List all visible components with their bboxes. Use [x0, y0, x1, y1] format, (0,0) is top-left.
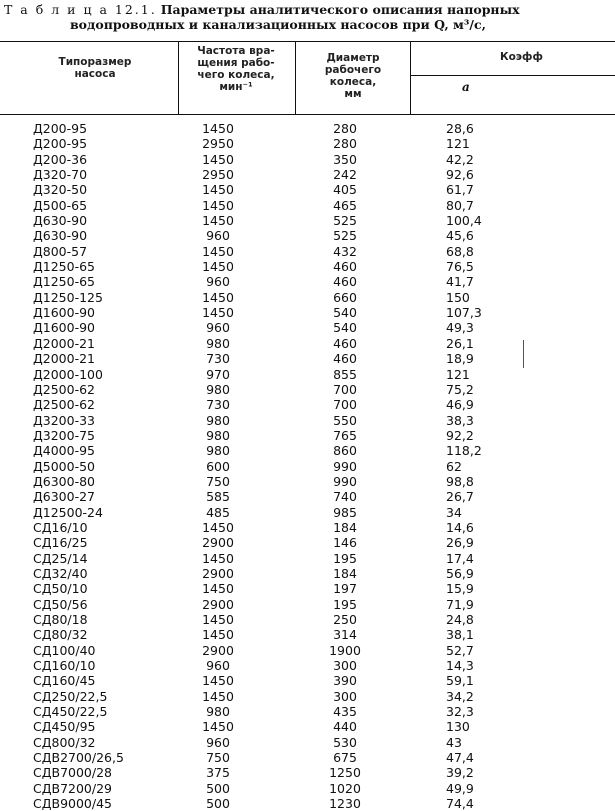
diameter-cell: 195 [333, 596, 357, 612]
frequency-cell: 960 [206, 320, 230, 336]
diameter-cell: 195 [333, 550, 357, 566]
coef-a-cell: 32,3 [446, 704, 474, 720]
table-row [0, 443, 615, 458]
diameter-cell: 300 [333, 688, 357, 704]
diameter-cell: 460 [333, 335, 357, 351]
coef-a-cell: 18,9 [446, 351, 474, 367]
coef-a-cell: 61,7 [446, 182, 474, 198]
pump-type-cell: Д1600-90 [33, 320, 95, 336]
coef-a-cell: 52,7 [446, 642, 474, 658]
pump-type-cell: СД16/10 [33, 519, 88, 535]
table-row [0, 781, 615, 796]
diameter-cell: 855 [333, 366, 357, 382]
pump-type-cell: СД25/14 [33, 550, 88, 566]
header-impeller-diameter: Диаметр рабочего колеса, мм [324, 52, 382, 100]
coef-a-cell: 62 [446, 458, 462, 474]
diameter-cell: 1230 [329, 796, 361, 811]
diameter-cell: 1900 [329, 642, 361, 658]
pump-type-cell: СД450/95 [33, 719, 96, 735]
pump-type-cell: Д630-90 [33, 228, 88, 244]
diameter-cell: 350 [333, 151, 357, 167]
table-row [0, 121, 615, 136]
header-coef-a: a [462, 80, 470, 94]
table-row [0, 167, 615, 182]
diameter-cell: 540 [333, 320, 357, 336]
frequency-cell: 960 [206, 228, 230, 244]
coef-a-cell: 76,5 [446, 259, 474, 275]
diameter-cell: 1250 [329, 765, 361, 781]
pump-type-cell: Д200-95 [33, 121, 88, 136]
frequency-cell: 1450 [202, 182, 234, 198]
coef-a-cell: 98,8 [446, 473, 474, 489]
frequency-cell: 730 [206, 397, 230, 413]
table-row [0, 689, 615, 704]
table-row [0, 397, 615, 412]
header-pump-type: Типоразмер насоса [58, 56, 132, 80]
coef-a-cell: 17,4 [446, 550, 474, 566]
pump-type-cell: Д2000-21 [33, 335, 95, 351]
coef-a-cell: 14,6 [446, 519, 474, 535]
pump-type-cell: Д2000-100 [33, 366, 103, 382]
pump-type-cell: Д2000-21 [33, 351, 95, 367]
column-divider [295, 42, 296, 114]
pump-type-cell: Д500-65 [33, 197, 88, 213]
table-row [0, 228, 615, 243]
table-row [0, 489, 615, 504]
frequency-cell: 730 [206, 351, 230, 367]
table-row [0, 750, 615, 765]
table-row [0, 152, 615, 167]
table-title [4, 2, 615, 32]
diameter-cell: 460 [333, 351, 357, 367]
coef-a-cell: 45,6 [446, 228, 474, 244]
frequency-cell: 1450 [202, 550, 234, 566]
frequency-cell: 1450 [202, 197, 234, 213]
frequency-cell: 2900 [202, 642, 234, 658]
pump-type-cell: СД80/18 [33, 612, 88, 627]
frequency-cell: 750 [206, 473, 230, 489]
column-divider [410, 42, 411, 114]
header-bottom-rule [0, 114, 615, 115]
pump-type-cell: Д6300-80 [33, 473, 95, 489]
frequency-cell: 980 [206, 443, 230, 459]
frequency-cell: 1450 [202, 581, 234, 597]
frequency-cell: 1450 [202, 627, 234, 643]
coef-a-cell: 41,7 [446, 274, 474, 290]
table-row [0, 551, 615, 566]
frequency-cell: 600 [206, 458, 230, 474]
frequency-cell: 1450 [202, 612, 234, 627]
coef-a-cell: 92,6 [446, 167, 474, 183]
diameter-cell: 530 [333, 734, 357, 750]
pump-type-cell: Д3200-33 [33, 412, 95, 428]
frequency-cell: 1450 [202, 259, 234, 275]
diameter-cell: 250 [333, 612, 357, 627]
frequency-cell: 1450 [202, 305, 234, 321]
pump-type-cell: Д630-90 [33, 213, 88, 229]
coef-a-cell: 42,2 [446, 151, 474, 167]
table-row [0, 136, 615, 151]
pump-type-cell: СД50/10 [33, 581, 88, 597]
coef-a-cell: 121 [446, 136, 470, 152]
coef-a-cell: 56,9 [446, 565, 474, 581]
frequency-cell: 1450 [202, 213, 234, 229]
coef-a-cell: 107,3 [446, 305, 482, 321]
pump-type-cell: Д1250-125 [33, 289, 103, 305]
pump-type-cell: Д4000-95 [33, 443, 95, 459]
coef-a-cell: 46,9 [446, 397, 474, 413]
table-row [0, 597, 615, 612]
diameter-cell: 432 [333, 243, 357, 259]
coef-a-cell: 24,8 [446, 612, 474, 627]
diameter-cell: 765 [333, 427, 357, 443]
table-top-rule [0, 41, 615, 42]
coef-a-cell: 92,2 [446, 427, 474, 443]
frequency-cell: 2900 [202, 535, 234, 551]
diameter-cell: 525 [333, 228, 357, 244]
diameter-cell: 740 [333, 489, 357, 505]
frequency-cell: 980 [206, 335, 230, 351]
column-divider [178, 42, 179, 114]
diameter-cell: 460 [333, 274, 357, 290]
table-row [0, 505, 615, 520]
table-row [0, 244, 615, 259]
pump-type-cell: СДВ7000/28 [33, 765, 112, 781]
pump-type-cell: СД80/32 [33, 627, 88, 643]
coef-a-cell: 28,6 [446, 121, 474, 136]
diameter-cell: 440 [333, 719, 357, 735]
frequency-cell: 980 [206, 381, 230, 397]
pump-type-cell: Д5000-50 [33, 458, 95, 474]
diameter-cell: 540 [333, 305, 357, 321]
pump-type-cell: СД450/22,5 [33, 704, 108, 720]
coef-a-cell: 47,4 [446, 750, 474, 766]
frequency-cell: 1450 [202, 519, 234, 535]
diameter-cell: 146 [333, 535, 357, 551]
frequency-cell: 500 [206, 780, 230, 796]
pump-type-cell: СДВ7200/29 [33, 780, 112, 796]
frequency-cell: 1450 [202, 719, 234, 735]
diameter-cell: 465 [333, 197, 357, 213]
pump-type-cell: СД160/45 [33, 673, 96, 689]
table-row [0, 305, 615, 320]
pump-type-cell: Д320-50 [33, 182, 88, 198]
coef-a-cell: 80,7 [446, 197, 474, 213]
pump-type-cell: Д1250-65 [33, 259, 95, 275]
frequency-cell: 500 [206, 796, 230, 811]
diameter-cell: 280 [333, 136, 357, 152]
table-caption-line2: водопроводных и канализационных насосов при Q, м³/с, [70, 17, 486, 32]
pump-type-cell: СД50/56 [33, 596, 88, 612]
diameter-cell: 1020 [329, 780, 361, 796]
frequency-cell: 980 [206, 427, 230, 443]
pump-type-cell: СД250/22,5 [33, 688, 108, 704]
table-row [0, 566, 615, 581]
frequency-cell: 1450 [202, 673, 234, 689]
frequency-cell: 970 [206, 366, 230, 382]
coef-a-cell: 59,1 [446, 673, 474, 689]
coef-a-cell: 38,3 [446, 412, 474, 428]
table-row [0, 765, 615, 780]
pump-type-cell: СД160/10 [33, 658, 96, 674]
header-rotation-frequency: Частота вра- щения рабо- чего колеса, мин⁻¹ [197, 45, 275, 93]
table-row [0, 198, 615, 213]
table-row [0, 182, 615, 197]
table-row [0, 581, 615, 596]
diameter-cell: 675 [333, 750, 357, 766]
frequency-cell: 2950 [202, 167, 234, 183]
table-row [0, 213, 615, 228]
diameter-cell: 197 [333, 581, 357, 597]
table-row [0, 413, 615, 428]
coef-a-cell: 43 [446, 734, 462, 750]
pump-type-cell: СДВ2700/26,5 [33, 750, 124, 766]
table-body [0, 121, 615, 811]
pump-type-cell: Д200-36 [33, 151, 88, 167]
coef-a-cell: 49,3 [446, 320, 474, 336]
diameter-cell: 184 [333, 565, 357, 581]
table-row [0, 274, 615, 289]
coef-a-cell: 71,9 [446, 596, 474, 612]
pump-type-cell: СД16/25 [33, 535, 88, 551]
table-row [0, 382, 615, 397]
frequency-cell: 750 [206, 750, 230, 766]
frequency-cell: 1450 [202, 243, 234, 259]
diameter-cell: 460 [333, 259, 357, 275]
diameter-cell: 860 [333, 443, 357, 459]
table-row [0, 735, 615, 750]
table-row [0, 336, 615, 351]
diameter-cell: 314 [333, 627, 357, 643]
pump-type-cell: СД100/40 [33, 642, 96, 658]
coef-a-cell: 130 [446, 719, 470, 735]
pump-type-cell: Д6300-27 [33, 489, 95, 505]
diameter-cell: 300 [333, 658, 357, 674]
frequency-cell: 1450 [202, 688, 234, 704]
table-row [0, 520, 615, 535]
diameter-cell: 990 [333, 458, 357, 474]
table-row [0, 459, 615, 474]
coef-a-cell: 39,2 [446, 765, 474, 781]
diameter-cell: 280 [333, 121, 357, 136]
frequency-cell: 485 [206, 504, 230, 520]
header-coefficients: Коэфф [500, 51, 543, 63]
coef-a-cell: 26,7 [446, 489, 474, 505]
table-number: Т а б л и ц а 12.1. [4, 2, 157, 17]
table-row [0, 474, 615, 489]
table-row [0, 320, 615, 335]
coef-a-cell: 49,9 [446, 780, 474, 796]
pump-type-cell: Д800-57 [33, 243, 88, 259]
frequency-cell: 2900 [202, 565, 234, 581]
coef-a-cell: 100,4 [446, 213, 482, 229]
diameter-cell: 700 [333, 397, 357, 413]
pump-type-cell: СД32/40 [33, 565, 88, 581]
pump-type-cell: Д12500-24 [33, 504, 103, 520]
table-row [0, 673, 615, 688]
frequency-cell: 960 [206, 734, 230, 750]
table-row [0, 259, 615, 274]
diameter-cell: 985 [333, 504, 357, 520]
frequency-cell: 1450 [202, 121, 234, 136]
pump-type-cell: Д2500-62 [33, 381, 95, 397]
pump-type-cell: Д200-95 [33, 136, 88, 152]
table-row [0, 627, 615, 642]
table-row [0, 428, 615, 443]
coef-a-cell: 38,1 [446, 627, 474, 643]
diameter-cell: 242 [333, 167, 357, 183]
diameter-cell: 390 [333, 673, 357, 689]
pump-type-cell: Д1600-90 [33, 305, 95, 321]
table-row [0, 351, 615, 366]
coef-a-cell: 26,1 [446, 335, 474, 351]
frequency-cell: 2950 [202, 136, 234, 152]
diameter-cell: 525 [333, 213, 357, 229]
pump-type-cell: СДВ9000/45 [33, 796, 112, 811]
table-row [0, 796, 615, 811]
coef-a-cell: 26,9 [446, 535, 474, 551]
table-caption-line1: Параметры аналитического описания напорных [160, 2, 520, 17]
coef-a-cell: 34,2 [446, 688, 474, 704]
table-row [0, 719, 615, 734]
coef-a-cell: 68,8 [446, 243, 474, 259]
table-row [0, 367, 615, 382]
pump-type-cell: Д320-70 [33, 167, 88, 183]
frequency-cell: 1450 [202, 151, 234, 167]
coef-a-cell: 118,2 [446, 443, 482, 459]
diameter-cell: 184 [333, 519, 357, 535]
frequency-cell: 585 [206, 489, 230, 505]
pump-type-cell: Д1250-65 [33, 274, 95, 290]
frequency-cell: 960 [206, 274, 230, 290]
table-row [0, 658, 615, 673]
frequency-cell: 980 [206, 704, 230, 720]
coef-subheader-rule [410, 75, 615, 76]
table-row [0, 535, 615, 550]
table-row [0, 704, 615, 719]
diameter-cell: 990 [333, 473, 357, 489]
frequency-cell: 375 [206, 765, 230, 781]
frequency-cell: 2900 [202, 596, 234, 612]
coef-a-cell: 15,9 [446, 581, 474, 597]
frequency-cell: 980 [206, 412, 230, 428]
frequency-cell: 1450 [202, 289, 234, 305]
table-row [0, 290, 615, 305]
coef-a-cell: 14,3 [446, 658, 474, 674]
table-row [0, 612, 615, 627]
coef-a-cell: 75,2 [446, 381, 474, 397]
diameter-cell: 550 [333, 412, 357, 428]
diameter-cell: 435 [333, 704, 357, 720]
table-row [0, 643, 615, 658]
pump-type-cell: Д2500-62 [33, 397, 95, 413]
coef-a-cell: 150 [446, 289, 470, 305]
coef-a-cell: 121 [446, 366, 470, 382]
pump-type-cell: Д3200-75 [33, 427, 95, 443]
diameter-cell: 660 [333, 289, 357, 305]
diameter-cell: 700 [333, 381, 357, 397]
frequency-cell: 960 [206, 658, 230, 674]
pump-type-cell: СД800/32 [33, 734, 96, 750]
coef-a-cell: 74,4 [446, 796, 474, 811]
coef-a-cell: 34 [446, 504, 462, 520]
diameter-cell: 405 [333, 182, 357, 198]
